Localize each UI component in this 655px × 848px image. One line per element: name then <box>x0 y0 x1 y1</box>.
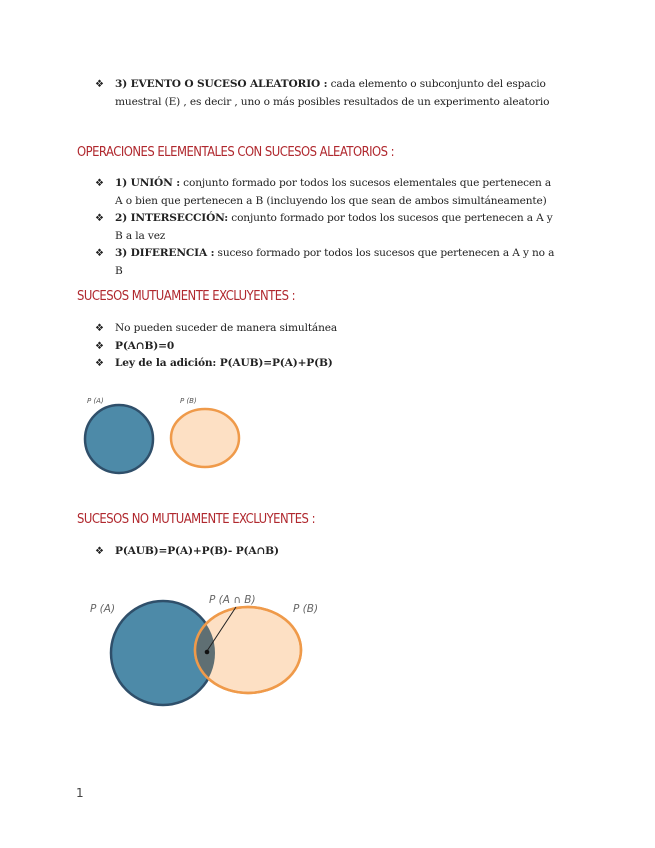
diamond-bullet-icon: ❖ <box>95 178 104 189</box>
diamond-bullet-icon: ❖ <box>95 340 104 352</box>
list-item-evento <box>0 76 585 111</box>
pointer-dot <box>205 650 210 655</box>
item-text: No pueden suceder de manera simultánea <box>115 322 338 334</box>
label-p-b: P (B) <box>293 603 319 615</box>
item-text: conjunto formado por todos los sucesos que pertenecen a A y <box>228 212 553 224</box>
item-title: 3) DIFERENCIA : <box>115 247 215 259</box>
label-p-b: P (B) <box>180 397 197 405</box>
label-p-a: P (A) <box>87 397 104 405</box>
circle-a <box>85 405 153 473</box>
diamond-bullet-icon: ❖ <box>95 323 104 334</box>
item-text: cada elemento o subconjunto del espacio <box>327 78 546 90</box>
heading-mutuamente-excluyentes: SUCESOS MUTUAMENTE EXCLUYENTES : <box>77 288 296 304</box>
item-text: conjunto formado por todos los sucesos elementales que pertenecen a <box>179 177 552 189</box>
item-text-continued: A o bien que pertenecen a B (incluyendo los que sean de ambos simultáneamente) <box>115 194 547 207</box>
list-item-formula-union <box>0 543 585 561</box>
circle-b <box>171 409 239 467</box>
diamond-bullet-icon: ❖ <box>95 358 104 369</box>
item-text: P(AUB)=P(A)+P(B)- P(A∩B) <box>115 545 279 557</box>
diamond-bullet-icon: ❖ <box>95 248 104 259</box>
no-mutuamente-bullet-list <box>0 543 585 561</box>
list-item-ley-adicion <box>0 355 585 373</box>
venn-diagram-exclusive <box>0 390 655 480</box>
heading-no-mutuamente-excluyentes: SUCESOS NO MUTUAMENTE EXCLUYENTES : <box>77 511 315 527</box>
label-p-a-intersect-b: P (A ∩ B) <box>209 594 256 606</box>
item-title: 2) INTERSECCIÓN: <box>115 212 229 224</box>
list-item-diferencia <box>0 245 585 280</box>
page-number: 1 <box>76 786 84 800</box>
venn-diagram-overlapping <box>0 585 655 715</box>
item-text-continued: B a la vez <box>115 229 166 242</box>
item-title: 3) EVENTO O SUCESO ALEATORIO : <box>115 78 328 90</box>
item-text: P(A∩B)=0 <box>115 339 175 352</box>
diamond-bullet-icon: ❖ <box>95 213 104 224</box>
list-item-interseccion <box>0 210 585 245</box>
operaciones-bullet-list <box>0 175 585 280</box>
item-text-continued: B <box>115 264 123 277</box>
list-item-simultanea <box>0 320 585 338</box>
evento-bullet-list <box>0 76 585 111</box>
heading-operaciones: OPERACIONES ELEMENTALES CON SUCESOS ALEATORIOS : <box>77 144 395 160</box>
diamond-bullet-icon: ❖ <box>95 546 104 557</box>
list-item-interseccion-cero <box>0 338 585 356</box>
item-text: Ley de la adición: P(AUB)=P(A)+P(B) <box>115 357 333 369</box>
mutuamente-bullet-list <box>0 320 585 373</box>
item-text-continued: muestral (E) , es decir , uno o más posibles resultados de un experimento aleatorio <box>115 95 550 108</box>
label-p-a: P (A) <box>90 603 116 615</box>
item-text: suceso formado por todos los sucesos que pertenecen a A y no a <box>214 247 555 259</box>
diamond-bullet-icon: ❖ <box>95 79 104 90</box>
item-title: 1) UNIÓN : <box>115 177 180 189</box>
list-item-union <box>0 175 585 210</box>
